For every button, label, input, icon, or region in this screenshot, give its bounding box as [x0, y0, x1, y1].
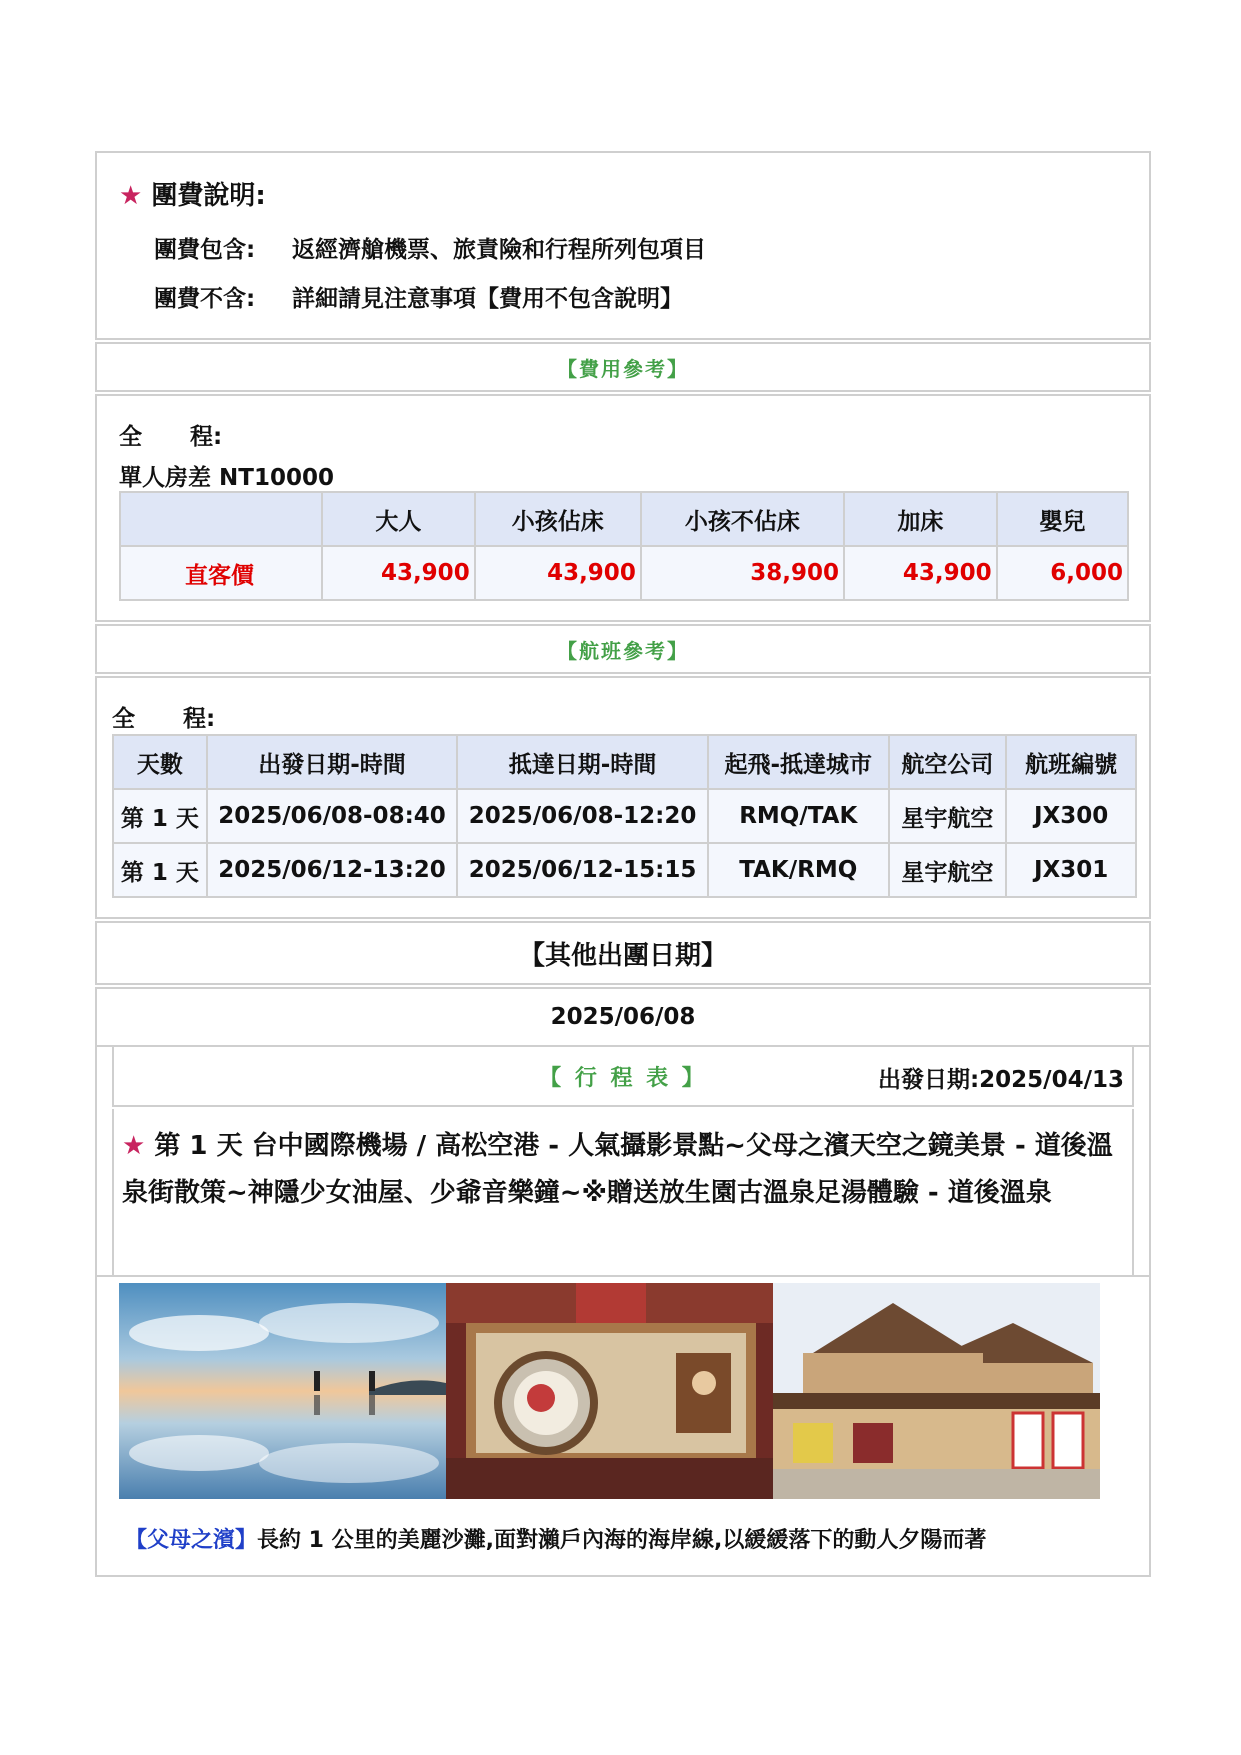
price-child-no-bed: 38,900	[641, 546, 844, 600]
flight-cell: JX300	[1006, 789, 1136, 843]
flight-cell: 2025/06/08-12:20	[457, 789, 708, 843]
price-header-row	[120, 492, 1128, 546]
star-icon: ★	[119, 181, 143, 211]
fee-exclude-label: 團費不含:	[154, 286, 256, 312]
fee-exclude-row	[154, 280, 1149, 313]
price-extra-bed: 43,900	[844, 546, 997, 600]
flight-section	[95, 676, 1151, 919]
flight-header-cell: 起飛-抵達城市	[708, 735, 889, 789]
price-adult: 43,900	[322, 546, 475, 600]
flight-cell: TAK/RMQ	[708, 843, 889, 897]
fee-reference-band: 【費用參考】	[95, 342, 1151, 392]
day1-section	[95, 1109, 1151, 1277]
flight-header-row	[113, 735, 1136, 789]
price-infant: 6,000	[997, 546, 1128, 600]
other-dates-value: 2025/06/08	[95, 987, 1151, 1047]
flight-cell: 星宇航空	[889, 843, 1007, 897]
price-header-cell: 大人	[322, 492, 475, 546]
flight-cell: 2025/06/12-13:20	[207, 843, 458, 897]
flight-cell: 星宇航空	[889, 789, 1007, 843]
price-header-cell: 小孩不佔床	[641, 492, 844, 546]
price-route-label: 全 程:	[119, 424, 223, 450]
flight-header-cell: 出發日期-時間	[207, 735, 458, 789]
price-header-cell: 嬰兒	[997, 492, 1128, 546]
flight-row	[113, 789, 1136, 843]
flight-cell: 2025/06/12-15:15	[457, 843, 708, 897]
day1-description	[125, 1523, 986, 1554]
day1-title: 第 1 天 台中國際機場 / 高松空港 - 人氣攝影景點~父母之濱天空之鏡美景 - 道後溫泉街散策~神隱少女油屋、少爺音樂鐘~※贈送放生園古溫泉足湯體驗 - 道後溫泉	[122, 1131, 1113, 1208]
price-section	[95, 394, 1151, 622]
dogo-onsen-photo	[773, 1283, 1100, 1499]
itinerary-depart-date: 出發日期:2025/04/13	[877, 1067, 1124, 1093]
flight-header-cell: 抵達日期-時間	[457, 735, 708, 789]
flight-cell: 第 1 天	[113, 789, 207, 843]
price-header-cell	[120, 492, 322, 546]
other-dates-title: 【其他出團日期】	[95, 921, 1151, 985]
fee-include-row	[154, 231, 1149, 264]
flight-reference-band: 【航班參考】	[95, 624, 1151, 674]
price-child-bed: 43,900	[475, 546, 641, 600]
flight-cell: 2025/06/08-08:40	[207, 789, 458, 843]
fee-include-label: 團費包含:	[154, 237, 256, 263]
itinerary-header	[95, 1047, 1151, 1109]
price-table	[119, 491, 1129, 601]
day1-detail	[95, 1277, 1151, 1577]
flight-header-cell: 天數	[113, 735, 207, 789]
flight-cell: RMQ/TAK	[708, 789, 889, 843]
flight-header-cell: 航班編號	[1006, 735, 1136, 789]
flight-cell: JX301	[1006, 843, 1136, 897]
price-header-cell: 小孩佔床	[475, 492, 641, 546]
photo-strip	[119, 1283, 1101, 1499]
price-row-label: 直客價	[120, 546, 322, 600]
description-highlight: 【父母之濱】	[125, 1528, 258, 1553]
fee-include-value: 返經濟艙機票、旅責險和行程所列包項目	[292, 237, 706, 263]
star-icon: ★	[122, 1131, 146, 1161]
description-text: 長約 1 公里的美麗沙灘,面對瀨戶內海的海岸線,以緩緩落下的動人夕陽而著	[257, 1528, 987, 1553]
fee-exclude-value: 詳細請見注意事項【費用不包含說明】	[292, 286, 683, 312]
itinerary-label: 【 行 程 表 】	[539, 1066, 707, 1091]
mirror-beach-photo	[119, 1283, 446, 1499]
flight-route-label: 全 程:	[112, 706, 216, 732]
price-header-cell: 加床	[844, 492, 997, 546]
flight-cell: 第 1 天	[113, 843, 207, 897]
price-row	[120, 546, 1128, 600]
flight-header-cell: 航空公司	[889, 735, 1007, 789]
fee-section	[95, 151, 1151, 340]
single-room-supplement: 單人房差 NT10000	[119, 465, 334, 491]
flight-row	[113, 843, 1136, 897]
document-page	[95, 151, 1151, 1577]
botchan-clock-photo	[446, 1283, 773, 1499]
fee-title: 團費說明:	[151, 181, 266, 211]
flight-table	[112, 734, 1137, 898]
